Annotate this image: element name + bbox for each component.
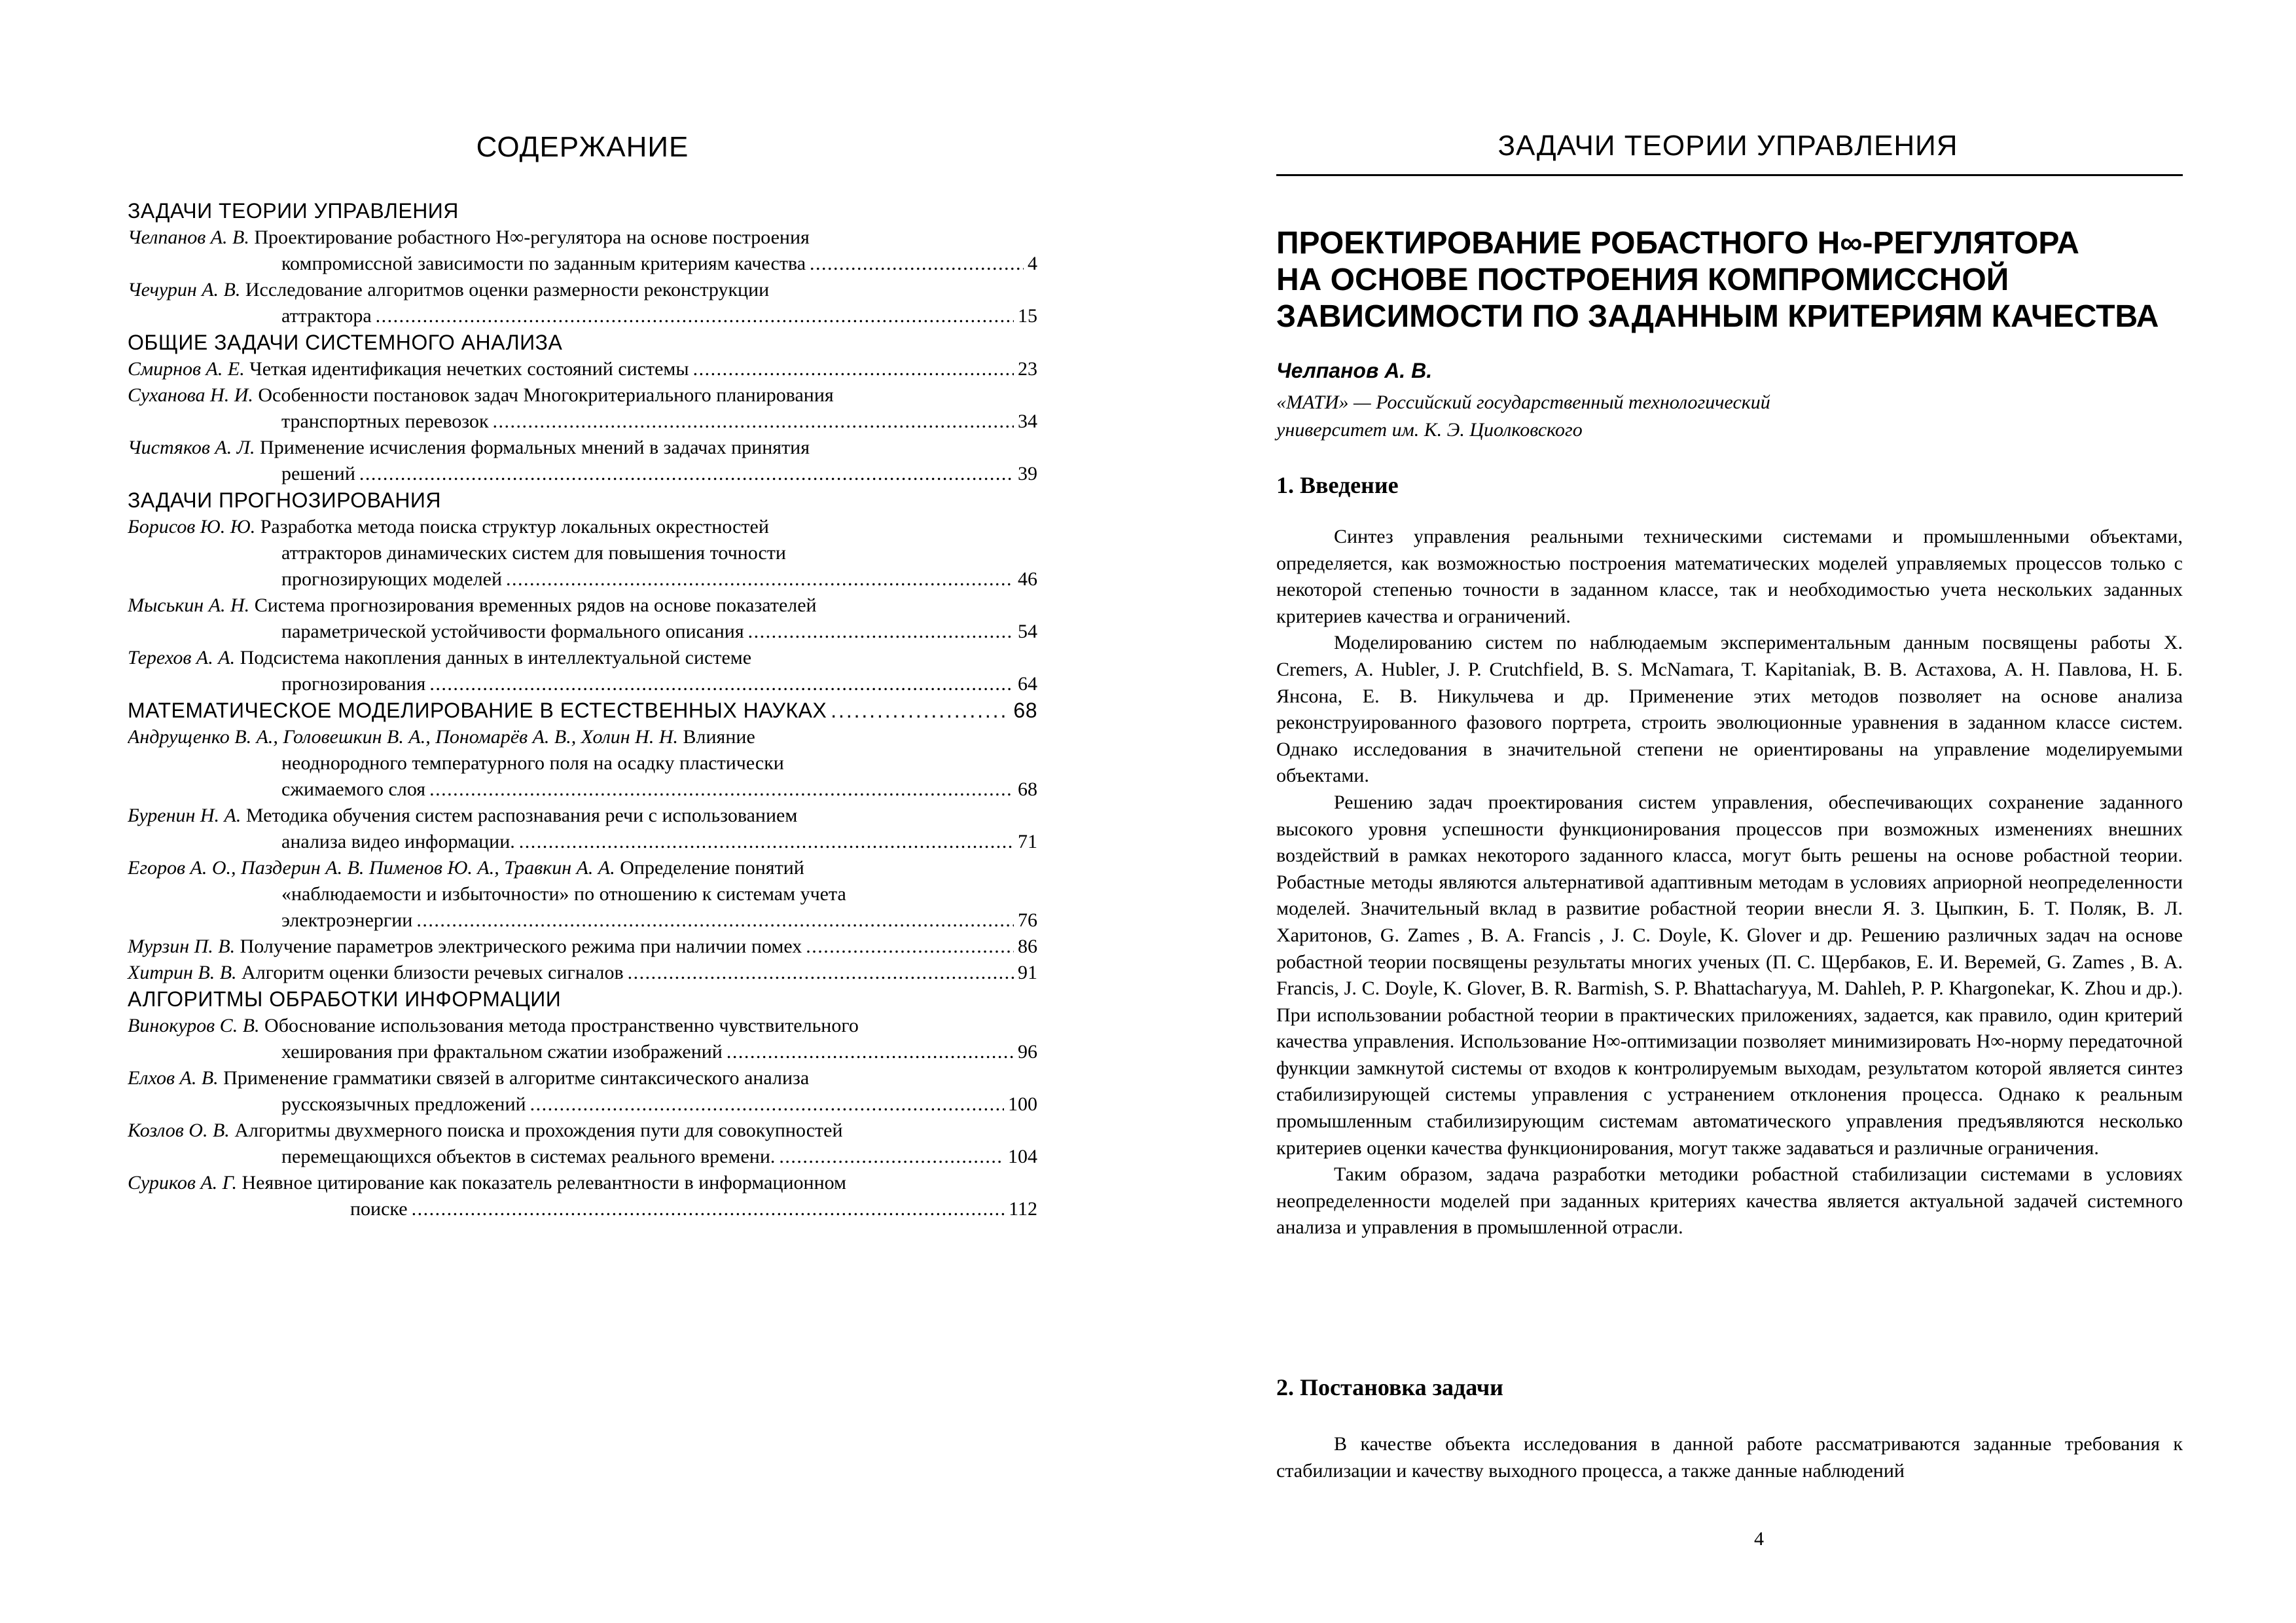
article-title [1276,225,2186,335]
toc-entry-text: Алгоритм оценки близости речевых сигналов [236,962,624,983]
toc-entry-text: сжимаемого слоя [281,778,426,800]
toc-entry[interactable] [128,1170,1037,1222]
toc-page-number: 4 [1028,253,1037,274]
toc-entry[interactable] [128,855,1037,934]
toc-entry-text: Применение грамматики связей в алгоритме синтаксического анализа [218,1067,810,1089]
toc-entry-text: прогнозирования [281,673,426,695]
toc-section-title: ЗАДАЧИ ТЕОРИИ УПРАВЛЕНИЯ [128,199,459,223]
toc-page-number: 23 [1018,358,1037,380]
toc-entry-text: решений [281,463,355,484]
toc-entry-author: Егоров А. О., Паздерин А. В. Пименов Ю. А., Травкин А. А. [128,857,615,879]
toc-section-row[interactable] [128,697,1037,724]
toc-entry[interactable] [128,593,1037,645]
toc-page-number: 104 [1008,1146,1037,1167]
dot-leader [779,1144,1004,1170]
toc-entry-text: Проектирование робастного H∞-регулятора на основе построения [249,227,810,248]
toc-title: СОДЕРЖАНИЕ [476,131,689,163]
paragraph: Синтез управления реальными техническими системами и промышленными объектами, определяется, как возможностью построения математических моделей управляемых процессов только с некоторой степенью точности в заданном классе, так и необходимостью учета нескольких заданных критериев качества и ограничений. [1276,526,2183,627]
paragraph: Решению задач проектирования систем управления, обеспечивающих сохранение заданного высокого уровня успешности функционирования процессов при возможных изменениях внешних воздействий в рамках некоторого заданного класса, могут быть решены на основе робастной теории. Робастные методы являются альтернативой адаптивным методам в условиях априорной неопределенности моделей. Значительный вклад в развитие робастной теории внесли Я. З. Цыпкин, Б. Т. Поляк, В. Л. Харитонов, G. Zames , B. A. Francis , J. C. Doyle, K. Glover и др. Решению различных задач на основе робастной теории посвящены результаты многих ученых (П. С. Щербаков, Е. И. Веремей, G. Zames , B. A. Francis, J. C. Doyle, K. Glover, B. R. Barmish, S. P. Bhattacharyya, M. Dahleh, P. P. Khargonekar, K. Zhou и др.). При использовании робастной теории в практических приложениях, задается, как правило, один критерий качества управления. Использование H∞-оптимизации позволяет минимизировать H∞-норму передаточной функции замкнутой системы от входов к контролируемым выходам, результатом которой является синтез стабилизирующей системы управления с устранением отклонения процесса. Однако к реальным промышленным стабилизирующим системам автоматического управления предъявляются несколько критериев оценки качества функционирования, могут также задаваться и различные ограничения. [1276,791,2183,1159]
article-title-line: НА ОСНОВЕ ПОСТРОЕНИЯ КОМПРОМИССНОЙ [1276,263,2009,297]
toc-entry-text: Четкая идентификация нечетких состояний системы [244,358,689,380]
affiliation-line: «МАТИ» — Российский государственный технологический [1276,392,1770,413]
toc-entry[interactable] [128,645,1037,697]
toc-entry[interactable] [128,1065,1037,1118]
toc-entry-text: параметрической устойчивости формального описания [281,621,744,642]
toc-entry[interactable] [128,356,1037,382]
toc-entry-author: Суханова Н. И. [128,384,253,406]
dot-leader [806,934,1014,960]
toc-entry-text: Обоснование использования метода пространственно чувствительного [259,1015,859,1036]
toc-entry-text: прогнозирующих моделей [281,568,503,590]
dot-leader [831,697,1009,724]
dot-leader [530,1091,1004,1118]
toc-page-number: 112 [1009,1198,1037,1220]
dot-leader [429,776,1014,803]
toc-section-title: АЛГОРИТМЫ ОБРАБОТКИ ИНФОРМАЦИИ [128,987,562,1011]
toc-entry-text: Влияние [678,726,755,748]
toc-entry-author: Челпанов А. В. [128,227,249,248]
toc-entry-author: Андрущенко В. А., Головешкин В. А., Пономарёв А. В., Холин Н. Н. [128,726,679,748]
toc-page-number: 71 [1018,831,1037,852]
page-number: 4 [1754,1528,1764,1550]
toc-entry-text: Особенности постановок задач Многокритериального планирования [253,384,834,406]
dot-leader [412,1196,1005,1222]
article-title-line: ЗАВИСИМОСТИ ПО ЗАДАННЫМ КРИТЕРИЯМ КАЧЕСТВА [1276,299,2159,334]
toc-entry[interactable] [128,960,1037,986]
toc-entry-author: Хитрин В. В. [128,962,237,983]
toc-entry[interactable] [128,382,1037,435]
toc-section-title: ЗАДАЧИ ПРОГНОЗИРОВАНИЯ [128,488,442,512]
paragraph: В качестве объекта исследования в данной работе рассматриваются заданные требования к стабилизации и качеству выходного процесса, а также данные наблюдений [1276,1433,2183,1482]
toc-entry-author: Мыськин А. Н. [128,594,250,616]
toc-entry-text: электроэнергии [281,909,413,931]
header-rule [1276,174,2183,176]
section-heading-introduction: 1. Введение [1276,472,1399,498]
toc-entry-text: Алгоритмы двухмерного поиска и прохождения пути для совокупностей [229,1120,843,1141]
toc-page-number: 46 [1018,568,1037,590]
toc-page-number: 68 [1013,699,1037,722]
toc-page-number: 64 [1018,673,1037,695]
toc-entry-author: Борисов Ю. Ю. [128,516,256,538]
toc-section-title: МАТЕМАТИЧЕСКОЕ МОДЕЛИРОВАНИЕ В ЕСТЕСТВЕННЫХ НАУКАХ [128,699,827,722]
toc-entry[interactable] [128,1118,1037,1170]
article-author: Челпанов А. В. [1276,359,1433,382]
toc-entry-text: аттрактора [281,305,372,327]
toc-section-title: ОБЩИЕ ЗАДАЧИ СИСТЕМНОГО АНАЛИЗА [128,331,563,354]
author-affiliation [1276,389,2186,444]
table-of-contents [128,198,1037,1222]
dot-leader [429,671,1014,697]
toc-entry-author: Елхов А. В. [128,1067,219,1089]
toc-entry[interactable] [128,277,1037,329]
toc-entry-text: хеширования при фрактальном сжатии изображений [281,1041,723,1063]
toc-page-number: 91 [1018,962,1037,983]
toc-entry-text: неоднородного температурного поля на осадку пластически [281,752,784,774]
paragraph: Таким образом, задача разработки методики робастной стабилизации системами в условиях неопределенности моделей при заданных критериях качества является актуальной задачей системного анализа и управления в промышленной отрасли. [1276,1163,2183,1239]
toc-entry-text: Исследование алгоритмов оценки размерности реконструкции [240,279,770,301]
toc-entry-text: Неявное цитирование как показатель релевантности в информационном [236,1172,847,1194]
toc-page-number: 76 [1018,909,1037,931]
introduction-body [1276,524,2183,1241]
toc-entry-author: Буренин Н. А. [128,805,242,826]
dot-leader [726,1039,1014,1065]
toc-page-number: 100 [1008,1093,1037,1115]
toc-entry-text: компромиссной зависимости по заданным критериям качества [281,253,806,274]
toc-entry-text: Методика обучения систем распознавания речи с использованием [241,805,798,826]
toc-entry-text: поиске [350,1198,408,1220]
paragraph: Моделированию систем по наблюдаемым экспериментальным данным посвящены работы X. Cremers, A. Hubler, J. P. Crutchfield, B. S. McNamara, T. Kapitaniak, В. В. Астахова, А. Н. Павлова, Н. Б. Янсона, Е. В. Никульчева и др. Применение этих методов позволяет на основе анализа реконструированного фазового портрета, строить эволюционные уравнения в заданном классе систем. Однако исследования в значительной степени не ориентированы на управление моделируемыми объектами. [1276,632,2183,787]
dot-leader [493,409,1014,435]
dot-leader [376,303,1014,329]
problem-statement-body [1276,1431,2183,1484]
toc-entry-author: Мурзин П. В. [128,936,236,957]
section-heading-problem-statement: 2. Постановка задачи [1276,1374,1503,1400]
toc-entry-text: анализа видео информации. [281,831,515,852]
toc-entry-text: перемещающихся объектов в системах реального времени. [281,1146,776,1167]
toc-entry-text: транспортных перевозок [281,410,489,432]
toc-page-number: 15 [1018,305,1037,327]
toc-page-number: 54 [1018,621,1037,642]
toc-entry-text: Разработка метода поиска структур локальных окрестностей [255,516,769,538]
toc-entry-text: «наблюдаемости и избыточности» по отношению к системам учета [281,883,846,905]
toc-entry-author: Смирнов А. Е. [128,358,245,380]
toc-entry-text: Система прогнозирования временных рядов на основе показателей [249,594,817,616]
toc-entry-author: Винокуров С. В. [128,1015,260,1036]
toc-entry-author: Чечурин А. В. [128,279,241,301]
dot-leader [748,619,1014,645]
toc-entry[interactable] [128,514,1037,593]
affiliation-line: университет им. К. Э. Циолковского [1276,419,1583,441]
toc-page-number: 39 [1018,463,1037,484]
toc-entry[interactable] [128,1013,1037,1065]
toc-entry-text: Определение понятий [615,857,804,879]
toc-entry[interactable] [128,225,1037,277]
dot-leader [628,960,1014,986]
toc-entry-text: русскоязычных предложений [281,1093,526,1115]
dot-leader [506,566,1014,593]
toc-entry-author: Козлов О. В. [128,1120,230,1141]
toc-entry-author: Чистяков А. Л. [128,437,255,458]
toc-entry-text: Применение исчисления формальных мнений в задачах принятия [255,437,810,458]
toc-page-number: 68 [1018,778,1037,800]
dot-leader [359,461,1014,487]
dot-leader [519,829,1014,855]
toc-entry[interactable] [128,724,1037,803]
toc-page-number: 96 [1018,1041,1037,1063]
toc-page-number: 86 [1018,936,1037,957]
toc-entry[interactable] [128,934,1037,960]
toc-entry-text: Подсистема накопления данных в интеллектуальной системе [235,647,752,668]
dot-leader [693,356,1014,382]
dot-leader [810,251,1024,277]
article-title-line: ПРОЕКТИРОВАНИЕ РОБАСТНОГО H∞-РЕГУЛЯТОРА [1276,226,2079,261]
running-header: ЗАДАЧИ ТЕОРИИ УПРАВЛЕНИЯ [1498,130,1958,162]
toc-page-number: 34 [1018,410,1037,432]
toc-entry-text: Получение параметров электрического режима при наличии помех [235,936,802,957]
toc-entry-author: Терехов А. А. [128,647,236,668]
toc-entry[interactable] [128,803,1037,855]
toc-entry-text: аттракторов динамических систем для повышения точности [281,542,786,564]
dot-leader [416,907,1014,934]
toc-entry-author: Суриков А. Г. [128,1172,237,1194]
toc-entry[interactable] [128,435,1037,487]
